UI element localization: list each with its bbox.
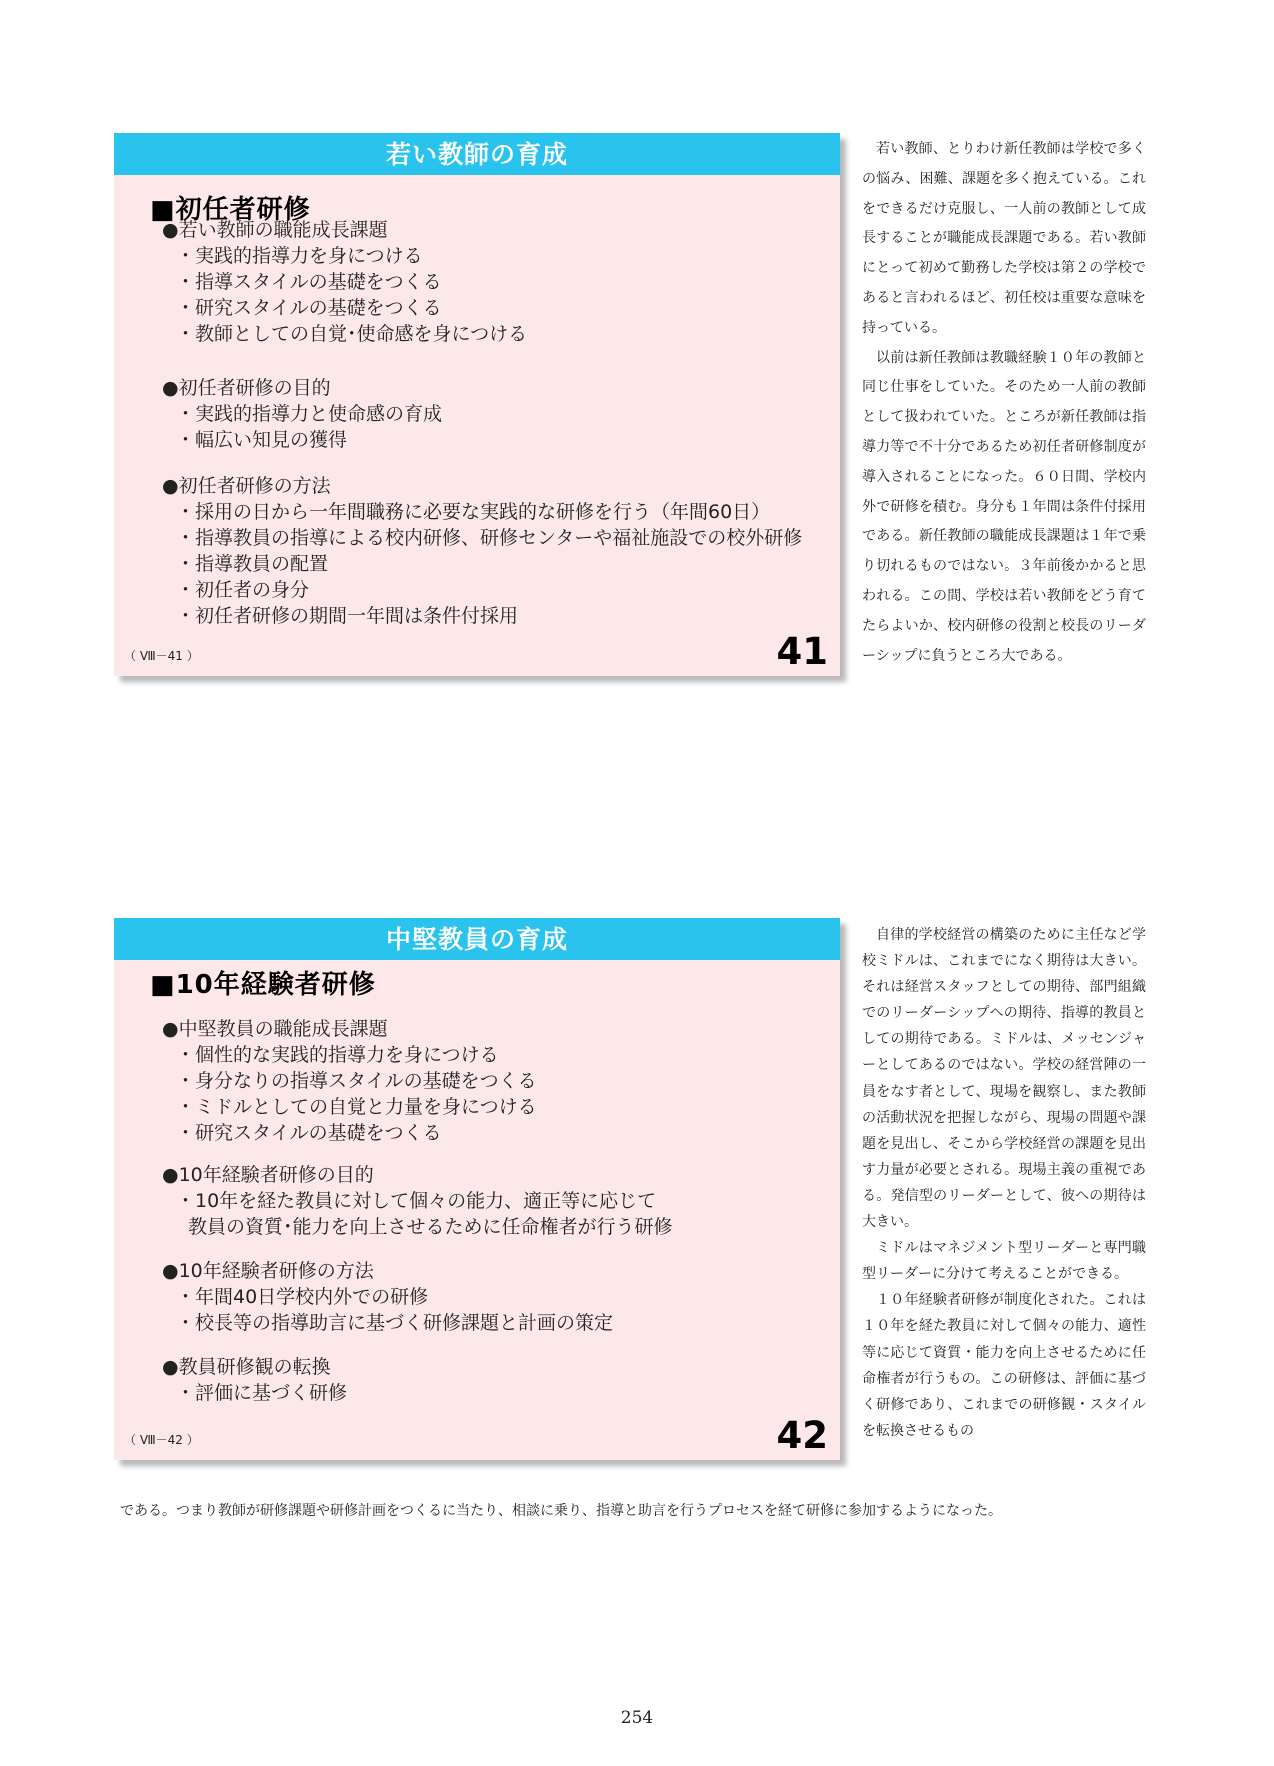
list-item: ・10年を経た教員に対して個々の能力、適正等に応じて [176, 1190, 657, 1212]
section-title: ●10年経験者研修の方法 [162, 1260, 374, 1282]
list-item: ・評価に基づく研修 [176, 1382, 348, 1404]
list-item: ・採用の日から一年間職務に必要な実践的な研修を行う（年間60日） [176, 501, 771, 523]
slide-code: （ Ⅷ－41 ） [124, 649, 199, 663]
commentary-42 [862, 922, 1146, 1444]
slide-number: 41 [776, 630, 828, 673]
slide-41 [114, 133, 840, 676]
list-item: ・研究スタイルの基礎をつくる [176, 297, 442, 319]
section-title: ●教員研修観の転換 [162, 1356, 331, 1378]
section-title: ●10年経験者研修の目的 [162, 1164, 374, 1186]
list-item: ・指導教員の配置 [176, 553, 329, 575]
slide-heading: ■10年経験者研修 [150, 970, 376, 1000]
list-item: ・実践的指導力と使命感の育成 [176, 403, 443, 425]
section-title: ●初任者研修の目的 [162, 377, 331, 399]
section-method [162, 473, 802, 629]
paragraph: 若い教師、とりわけ新任教師は学校で多くの悩み、困難、課題を多く抱えている。これをできるだけ克服し、一人前の教師として成長することが職能成長課題である。若い教師にとって初めて勤務した学校は第２の学校であると言われるほど、初任校は重要な意味を持っている。 [862, 141, 1146, 336]
slide-42 [114, 918, 840, 1460]
section-method [162, 1258, 613, 1336]
paragraph: 自律的学校経営の構築のために主任など学校ミドルは、これまでになく期待は大きい。それは経営スタッフとしての期待、部門組織でのリーダーシップへの期待、指導的教員としての期待である。ミドルは、メッセンジャーとしてあるのではない。学校の経営陣の一員をなす者として、現場を観察し、また教師の活動状況を把握しながら、現場の問題や課題を見出し、そこから学校経営の課題を見出す力量が必要とされる。現場主義の重視である。発信型のリーダーとして、彼への期待は大きい。 [862, 927, 1146, 1231]
list-item: ・教師としての自覚･使命感を身につける [176, 323, 528, 345]
list-item: ・個性的な実践的指導力を身につける [176, 1044, 499, 1066]
slide-title: 若い教師の育成 [114, 133, 840, 175]
list-item: ・初任者の身分 [176, 579, 310, 601]
section-purpose [162, 375, 442, 453]
list-item: 教員の資質･能力を向上させるために任命権者が行う研修 [188, 1216, 673, 1238]
slide-heading: ■初任者研修 [150, 195, 311, 225]
section-title: ●中堅教員の職能成長課題 [162, 1018, 388, 1040]
list-item: ・年間40日学校内外での研修 [176, 1286, 429, 1308]
paragraph: １０年経験者研修が制度化された。これは１０年を経た教員に対して個々の能力、適性等に応じて資質・能力を向上させるために任命権者が行うもの。この研修は、評価に基づく研修であり、これまでの研修観・スタイルを転換させるもの [862, 1292, 1146, 1439]
list-item: ・身分なりの指導スタイルの基礎をつくる [176, 1070, 537, 1092]
list-item: ・指導スタイルの基礎をつくる [176, 271, 442, 293]
commentary-continuation: である。つまり教師が研修課題や研修計画をつくるに当たり、相談に乗り、指導と助言を行うプロセスを経て研修に参加するようになった。 [120, 1503, 1002, 1519]
section-growth-tasks [162, 1016, 537, 1146]
slide-title: 中堅教員の育成 [114, 918, 840, 960]
list-item: ・初任者研修の期間一年間は条件付採用 [176, 605, 519, 627]
slide-code: （ Ⅷ－42 ） [124, 1433, 199, 1447]
commentary-41 [862, 135, 1146, 671]
section-title: ●初任者研修の方法 [162, 475, 331, 497]
section-growth-tasks [162, 217, 527, 347]
section-title: ●若い教師の職能成長課題 [162, 219, 388, 241]
list-item: ・実践的指導力を身につける [176, 245, 423, 267]
paragraph: 以前は新任教師は教職経験１０年の教師と同じ仕事をしていた。そのため一人前の教師として扱われていた。ところが新任教師は指導力等で不十分であるため初任者研修制度が導入されることになった。６０日間、学校内外で研修を積む。身分も１年間は条件付採用である。新任教師の職能成長課題は１年で乗り切れるものではない。３年前後かかると思われる。この間、学校は若い教師をどう育てたらよいか、校内研修の役割と校長のリーダーシップに負うところ大である。 [862, 349, 1146, 664]
list-item: ・校長等の指導助言に基づく研修課題と計画の策定 [176, 1312, 614, 1334]
section-purpose [162, 1162, 673, 1240]
section-paradigm-shift [162, 1354, 347, 1406]
list-item: ・指導教員の指導による校内研修、研修センターや福祉施設での校外研修 [176, 527, 803, 549]
page-number: 254 [620, 1708, 654, 1728]
list-item: ・研究スタイルの基礎をつくる [176, 1122, 442, 1144]
list-item: ・幅広い知見の獲得 [176, 429, 348, 451]
list-item: ・ミドルとしての自覚と力量を身につける [176, 1096, 537, 1118]
slide-number: 42 [776, 1414, 828, 1457]
paragraph: ミドルはマネジメント型リーダーと専門職型リーダーに分けて考えることができる。 [862, 1240, 1146, 1283]
